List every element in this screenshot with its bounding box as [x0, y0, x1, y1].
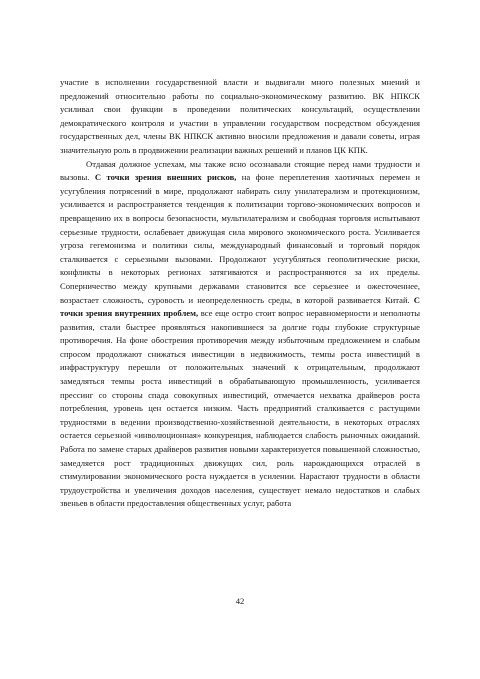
paragraph-challenges: [60, 158, 420, 511]
paragraph-continuation: участие в исполнении государственной власти и выдвигали много полезных мнений и предложений относительно работы по социально-экономическому развитию. ВК НПКСК усиливал свои функции в проведении политических консультаций, осуществлении демократического контроля и участии в управлении государством посредством обсуждения государственных дел, члены ВК НПКСК активно вносили предложения и давали советы, играя значительную роль в продвижении реализации важных решений и планов ЦК КПК.: [60, 77, 420, 155]
paragraph-text: Отдавая должное успехам, мы также ясно осознавали стоящие перед нами трудности и вызовы.: [60, 158, 420, 183]
page-number: 42: [235, 596, 245, 606]
paragraph-text: все еще остро стоит вопрос неравномерности и неполноты развития, стали быстрее проявляться накопившиеся за долгие годы глубокие структурные противоречия. На фоне обострения противоречия между избыточным предложением и слабым спросом продолжают снижаться инвестиции в недвижимость, темпы роста инвестиций в инфраструктуру перешли от положительных значений к отрицательным, продолжают замедляться темпы роста инвестиций в обрабатывающую промышленность, усиливается прессинг со стороны спада совокупных инвестиций, отмечается нехватка драйверов роста потребления, уровень цен остается низким. Часть предприятий сталкивается с растущими трудностями в ведении производственно-хозяйственной деятельности, в некоторых отраслях остается серьезной «инволюционная» конкуренция, наблюдается слабость рыночных ожиданий. Работа по замене старых драйверов развития новыми характеризуется повышенной сложностью, замедляется рост традиционных движущих сил, роль нарождающихся отраслей в стимулировании экономического роста нуждается в усилении. Нарастают трудности в области трудоустройства и увеличения доходов населения, существует немало недостатков и слабых звеньев в области предоставления общественных услуг, работа: [60, 308, 420, 509]
heading-external-risks: С точки зрения внешних рисков,: [94, 172, 237, 183]
paragraph-text: на фоне переплетения хаотичных перемен и усугубления потрясений в мире, продолжают набирать силу унилатерализм и протекционизм, усиливается и распространяется тенденция к политизации торгово-экономических вопросов и превращению их в вопросы безопасности, мультилатерализм и свободная торговля испытывают серьезные трудности, ослабевает движущая сила мирового экономического роста. Усиливается угроза гегемонизма и политики силы, международный финансовый и торговый порядок сталкивается с серьезными вызовами. Продолжают усугубляться геополитические риски, конфликты в некоторых регионах затягиваются и распространяются за их пределы. Соперничество между крупными державами становится все серьезнее и ожесточеннее, возрастает сложность, суровость и неопределенность среды, в которой развивается Китай.: [60, 172, 420, 305]
heading-internal-problems: С точки зрения внутренних проблем,: [60, 294, 420, 319]
